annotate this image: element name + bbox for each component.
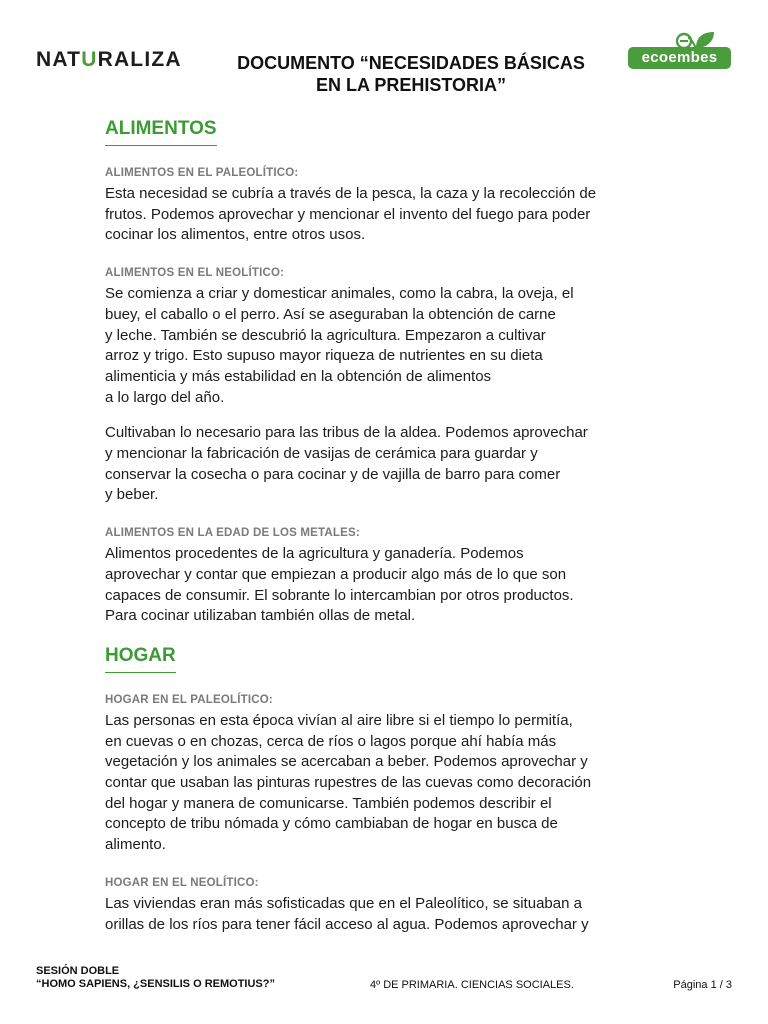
paragraph: Alimentos procedentes de la agricultura y ganadería. Podemos aprovechar y contar que empiezan a producir algo más de lo que son capaces de consumir. El sobrante lo intercambian por otros productos. Para cocinar utilizaban también ollas de metal. — [105, 545, 574, 625]
naturaliza-logo — [36, 48, 182, 72]
subheading: ALIMENTOS EN LA EDAD DE LOS METALES: — [105, 527, 360, 540]
session-info — [36, 965, 275, 991]
subheading: ALIMENTOS EN EL PALEOLÍTICO: — [105, 167, 299, 179]
document-body — [105, 118, 685, 953]
logo-part-3: RALIZA — [97, 48, 182, 71]
section-title: HOGAR — [105, 645, 176, 673]
document-title: DOCUMENTO “NECESIDADES BÁSICAS EN LA PREHISTORIA” — [237, 53, 585, 95]
session-line-1: SESIÓN DOBLE — [36, 965, 120, 977]
ecoembes-logo — [628, 30, 732, 70]
subheading: HOGAR EN EL NEOLÍTICO: — [105, 876, 259, 889]
session-line-2: “HOMO SAPIENS, ¿SENSILIS O REMOTIUS?” — [36, 978, 275, 990]
subheading: ALIMENTOS EN EL NEOLÍTICO: — [105, 267, 285, 280]
logo-part-2: U — [81, 48, 98, 71]
page-number: Página 1 / 3 — [673, 979, 732, 991]
paragraph: Las viviendas eran más sofisticadas que en el Paleolítico, se situaban a orillas de los ríos para tener fácil acceso al agua. Podemos aprovechar y — [105, 894, 589, 933]
section-title: ALIMENTOS — [105, 118, 217, 146]
paragraph: Se comienza a criar y domesticar animales, como la cabra, la oveja, el buey, el caballo o el perro. Así se aseguraban la obtención de carne y leche. También se descubrió la agricultura. Empezaron a cultivar arroz y trigo. Esto supuso mayor riqueza de nutrientes en su dieta alimenticia y más estabilidad en la obtención de alimentos a lo largo del año. — [105, 285, 574, 406]
section-hogar — [105, 645, 685, 935]
paragraph: Esta necesidad se cubría a través de la pesca, la caza y la recolección de frutos. Podemos aprovechar y mencionar el invento del fuego para poder cocinar los alimentos, entre otros usos. — [105, 185, 597, 244]
logo-part-1: NAT — [36, 48, 82, 71]
paragraph: Las personas en esta época vivían al aire libre si el tiempo lo permitía, en cuevas o en chozas, cerca de ríos o lagos porque ahí había más vegetación y los animales se acercaban a beber. Podemos aprovechar y contar que usaban las pinturas rupestres de las cuevas como decoración del hogar y manera de comunicarse. También podemos describir el concepto de tribu nómada y cómo cambiaban de hogar en busca de alimento. — [105, 711, 592, 854]
paragraph: Cultivaban lo necesario para las tribus de la aldea. Podemos aprovechar y mencionar la fabricación de vasijas de cerámica para guardar y conservar la cosecha o para cocinar y de vajilla de barro para comer y beber. — [105, 424, 588, 504]
section-alimentos — [105, 118, 685, 627]
ecoembes-wordmark: ecoembes — [628, 47, 731, 69]
subheading: HOGAR EN EL PALEOLÍTICO: — [105, 693, 273, 706]
course-info: 4º DE PRIMARIA. CIENCIAS SOCIALES. — [370, 979, 574, 991]
